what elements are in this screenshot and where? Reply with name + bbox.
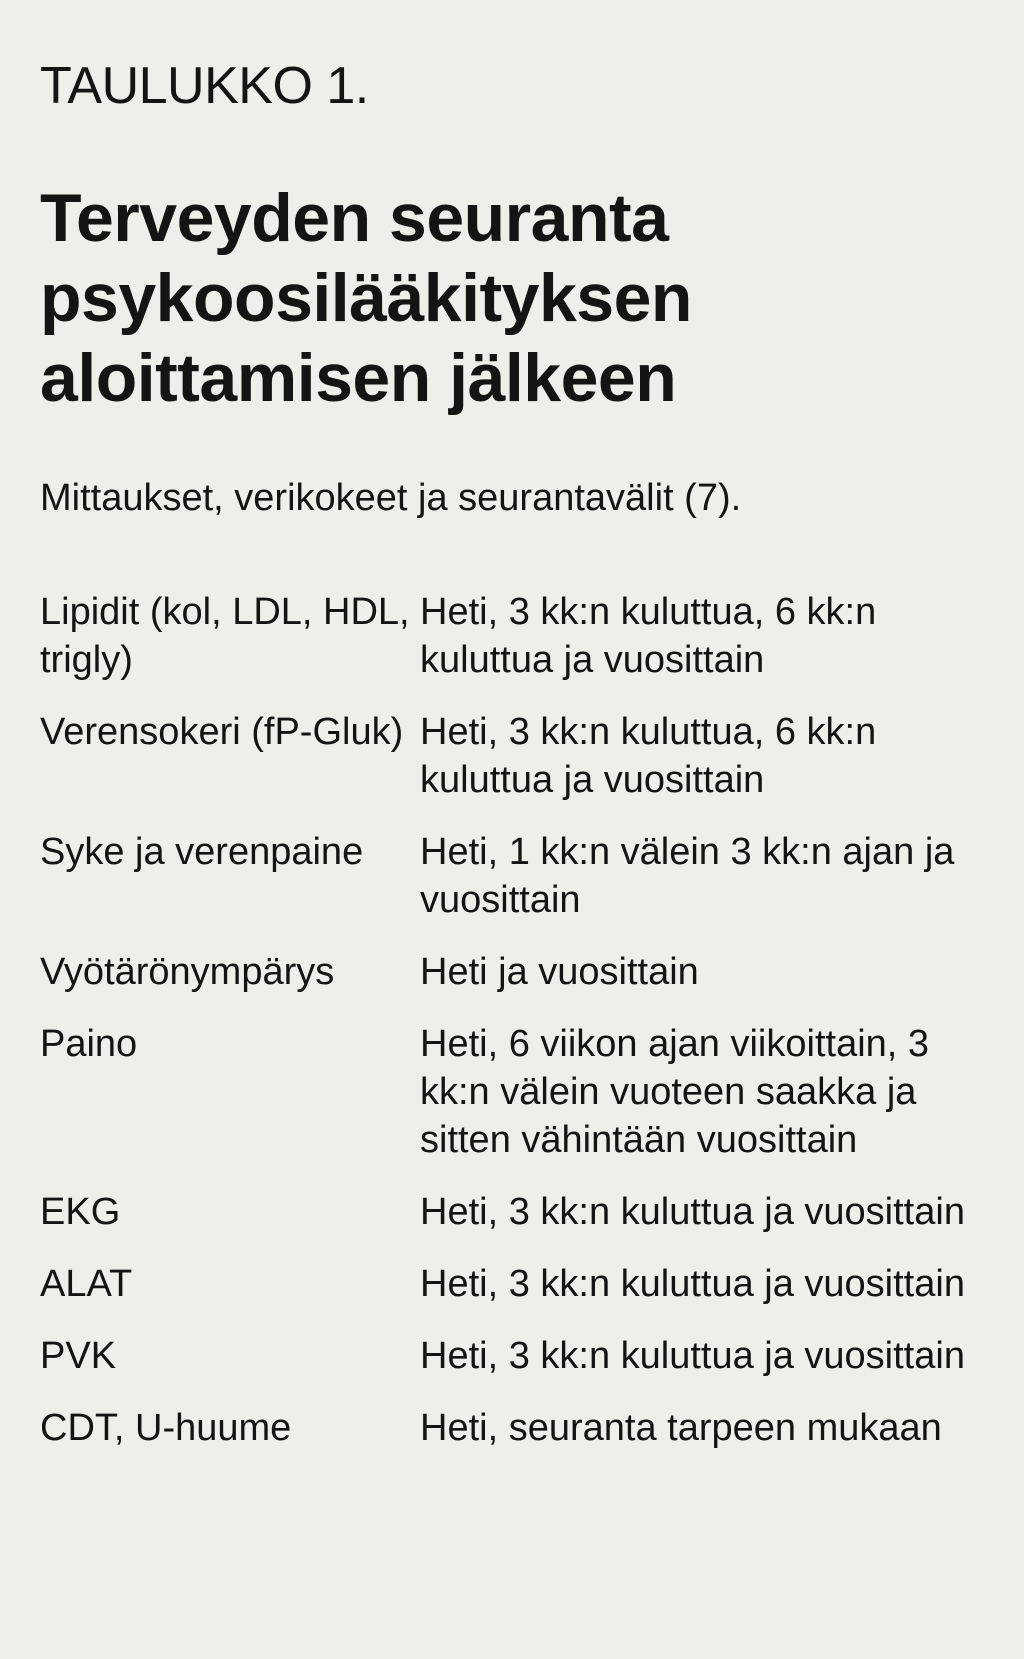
row-label: Vyötärönympärys bbox=[40, 951, 335, 993]
row-label: Paino bbox=[40, 1023, 138, 1065]
row-value: Heti, seuranta tarpeen mukaan bbox=[420, 1407, 942, 1449]
monitoring-table bbox=[40, 588, 990, 1476]
row-label: EKG bbox=[40, 1191, 121, 1233]
table-row bbox=[40, 1332, 990, 1380]
row-label: Lipidit (kol, LDL, HDL, trigly) bbox=[40, 591, 410, 681]
row-label: Syke ja verenpaine bbox=[40, 831, 364, 873]
table-row bbox=[40, 588, 990, 684]
row-value: Heti, 3 kk:n kuluttua ja vuosittain bbox=[420, 1263, 965, 1305]
row-label: Verensokeri (fP-Gluk) bbox=[40, 711, 404, 753]
table-row bbox=[40, 708, 990, 804]
table-row bbox=[40, 1020, 990, 1164]
table-row bbox=[40, 828, 990, 924]
row-value: Heti, 1 kk:n välein 3 kk:n ajan ja vuosittain bbox=[420, 831, 955, 921]
row-label: ALAT bbox=[40, 1263, 133, 1305]
table-subtitle: Mittaukset, verikokeet ja seurantavälit (7). bbox=[40, 477, 742, 519]
row-value: Heti, 3 kk:n kuluttua ja vuosittain bbox=[420, 1335, 965, 1377]
table-row bbox=[40, 948, 990, 996]
table-kicker: TAULUKKO 1. bbox=[40, 57, 369, 115]
row-value: Heti, 3 kk:n kuluttua, 6 kk:n kuluttua ja vuosittain bbox=[420, 711, 877, 801]
row-label: CDT, U-huume bbox=[40, 1407, 292, 1449]
row-label: PVK bbox=[40, 1335, 117, 1377]
row-value: Heti, 3 kk:n kuluttua, 6 kk:n kuluttua ja vuosittain bbox=[420, 591, 877, 681]
row-value: Heti ja vuosittain bbox=[420, 951, 699, 993]
table-row bbox=[40, 1260, 990, 1308]
row-value: Heti, 6 viikon ajan viikoittain, 3 kk:n välein vuoteen saakka ja sitten vähintään vuosittain bbox=[420, 1023, 930, 1161]
table-row bbox=[40, 1404, 990, 1452]
page-title: Terveyden seuranta psykoosilääkityksen aloittamisen jälkeen bbox=[40, 180, 692, 416]
row-value: Heti, 3 kk:n kuluttua ja vuosittain bbox=[420, 1191, 965, 1233]
table-row bbox=[40, 1188, 990, 1236]
